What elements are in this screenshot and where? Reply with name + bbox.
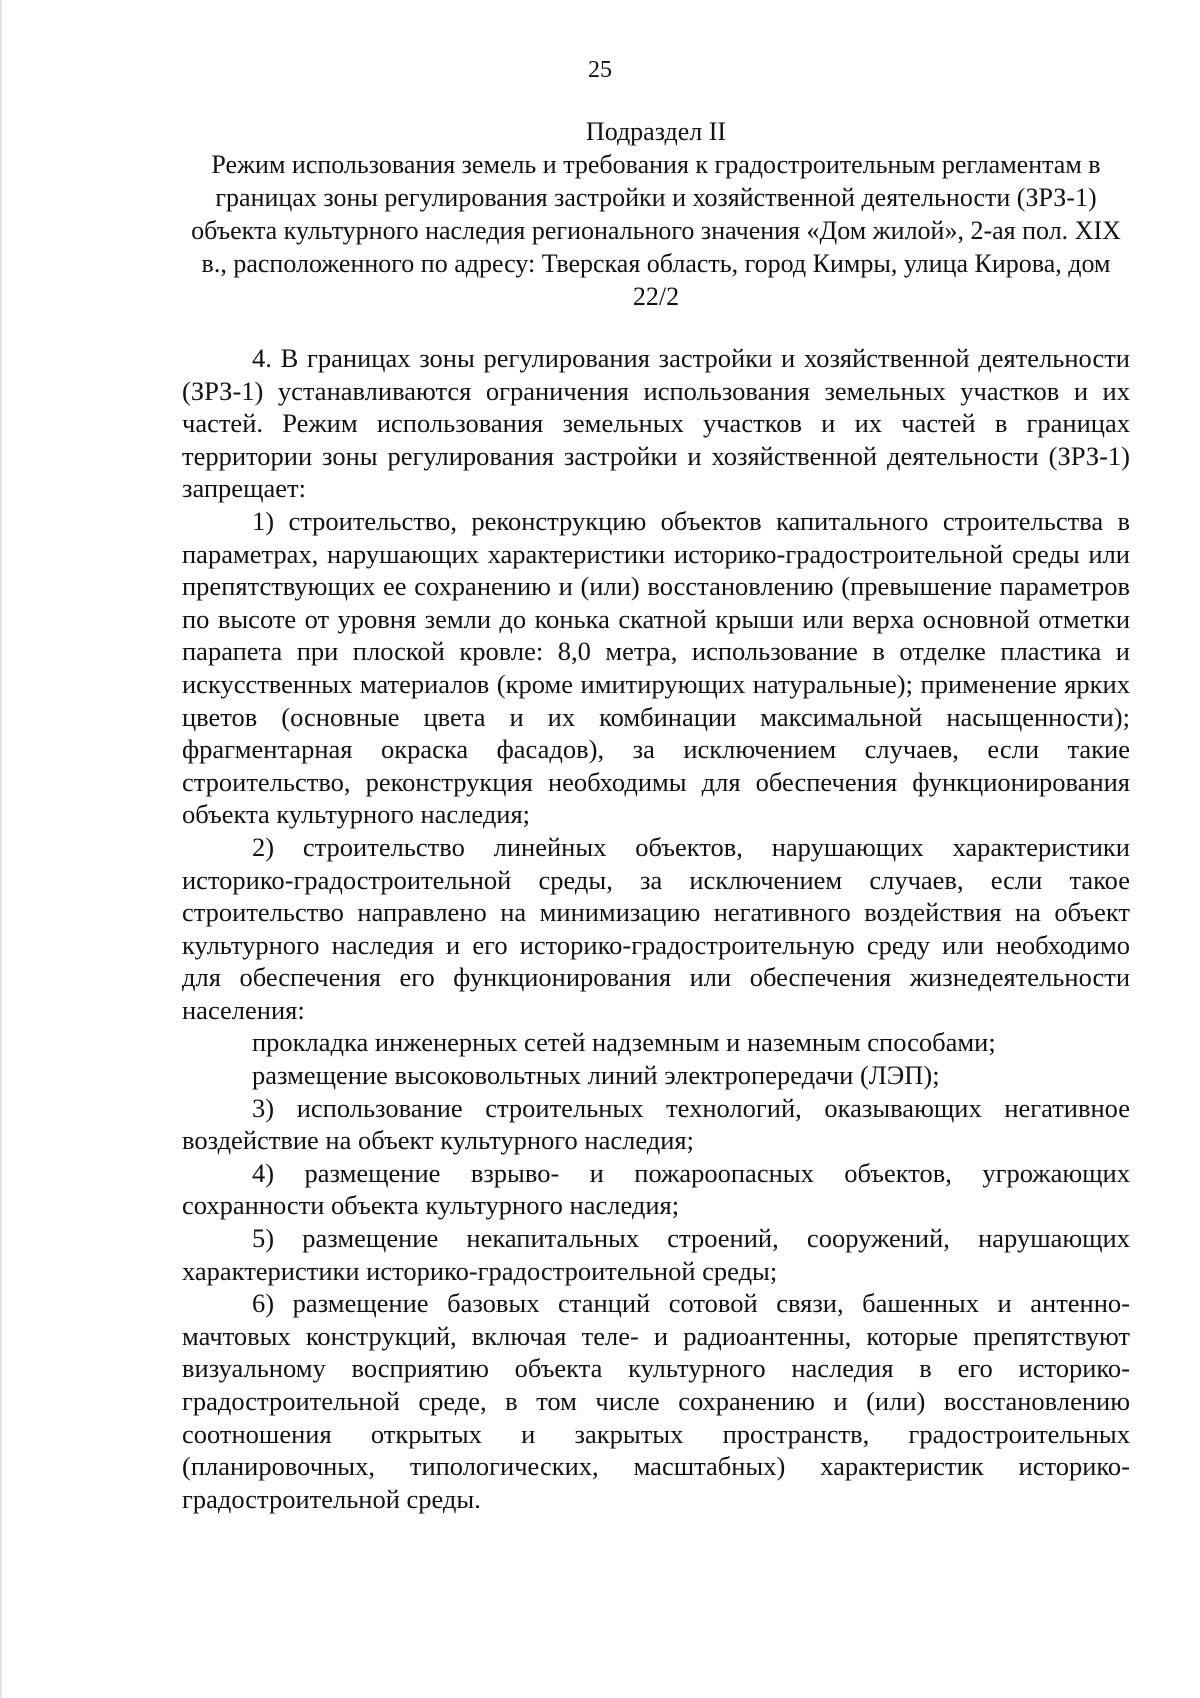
paragraph-subitem-4: 4) размещение взрыво- и пожароопасных объектов, угрожающих сохранности объекта культурного наследия;	[182, 1157, 1130, 1221]
paragraph-subitem-1: 1) строительство, реконструкцию объектов капитального строительства в параметрах, нарушающих характеристики историко-градостроительной среды или препятствующих ее сохранению и (или) восстановлению (превышение параметров по высоте от уровня земли до конька скатной крыши или верха основной отметки парапета при плоской кровле: 8,0 метра, использование в отделке пластика и искусственных материалов (кроме имитирующих натуральные); применение ярких цветов (основные цвета и их комбинации максимальной насыщенности); фрагментарная окраска фасадов), за исключением случаев, если такие строительство, реконструкция необходимы для обеспечения функционирования объекта культурного наследия;	[182, 505, 1130, 830]
paragraph-subitem-3: 3) использование строительных технологий, оказывающих негативное воздействие на объект культурного наследия;	[182, 1092, 1130, 1156]
paragraph-subitem-5: 5) размещение некапитальных строений, сооружений, нарушающих характеристики историко-градостроительной среды;	[182, 1223, 1130, 1286]
section-title: Подраздел II	[585, 117, 727, 146]
paragraph-subitem-2-utility-networks: прокладка инженерных сетей надземным и наземным способами;	[252, 1027, 996, 1058]
paragraph-subitem-2: 2) строительство линейных объектов, нарушающих характеристики историко-градостроительной среды, за исключением случаев, если такое строительство направлено на минимизацию негативного воздействия на объект культурного наследия и его историко-градостроительную среду или необходимо для обеспечения его функционирования или обеспечения жизнедеятельности населения:	[182, 831, 1130, 1025]
section-heading	[182, 115, 1130, 313]
paragraph-subitem-2-power-lines: размещение высоковольтных линий электропередачи (ЛЭП);	[252, 1060, 940, 1091]
paragraph-subitem-6: 6) размещение базовых станций сотовой связи, башенных и антенно-мачтовых конструкций, включая теле- и радиоантенны, которые препятствуют визуальному восприятию объекта культурного наследия в его историко-градостроительной среде, в том числе сохранению и (или) восстановлению соотношения открытых и закрытых пространств, градостроительных (планировочных, типологических, масштабных) характеристик историко-градостроительной среды.	[182, 1288, 1130, 1514]
document-body	[182, 342, 1130, 1515]
scan-edge-shadow	[0, 0, 3, 1698]
paragraph-item-4: 4. В границах зоны регулирования застройки и хозяйственной деятельности (ЗРЗ-1) устанавливаются ограничения использования земельных участков и их частей. Режим использования земельных участков и их частей в границах территории зоны регулирования застройки и хозяйственной деятельности (ЗРЗ-1) запрещает:	[182, 343, 1130, 504]
section-subtitle: Режим использования земель и требования к градостроительным регламентам в границах зоны регулирования застройки и хозяйственной деятельности (ЗРЗ-1) объекта культурного наследия регионального значения «Дом жилой», 2-ая пол. XIX в., расположенного по адресу: Тверская область, город Кимры, улица Кирова, дом 22/2	[191, 150, 1121, 311]
page-number: 25	[588, 57, 612, 83]
